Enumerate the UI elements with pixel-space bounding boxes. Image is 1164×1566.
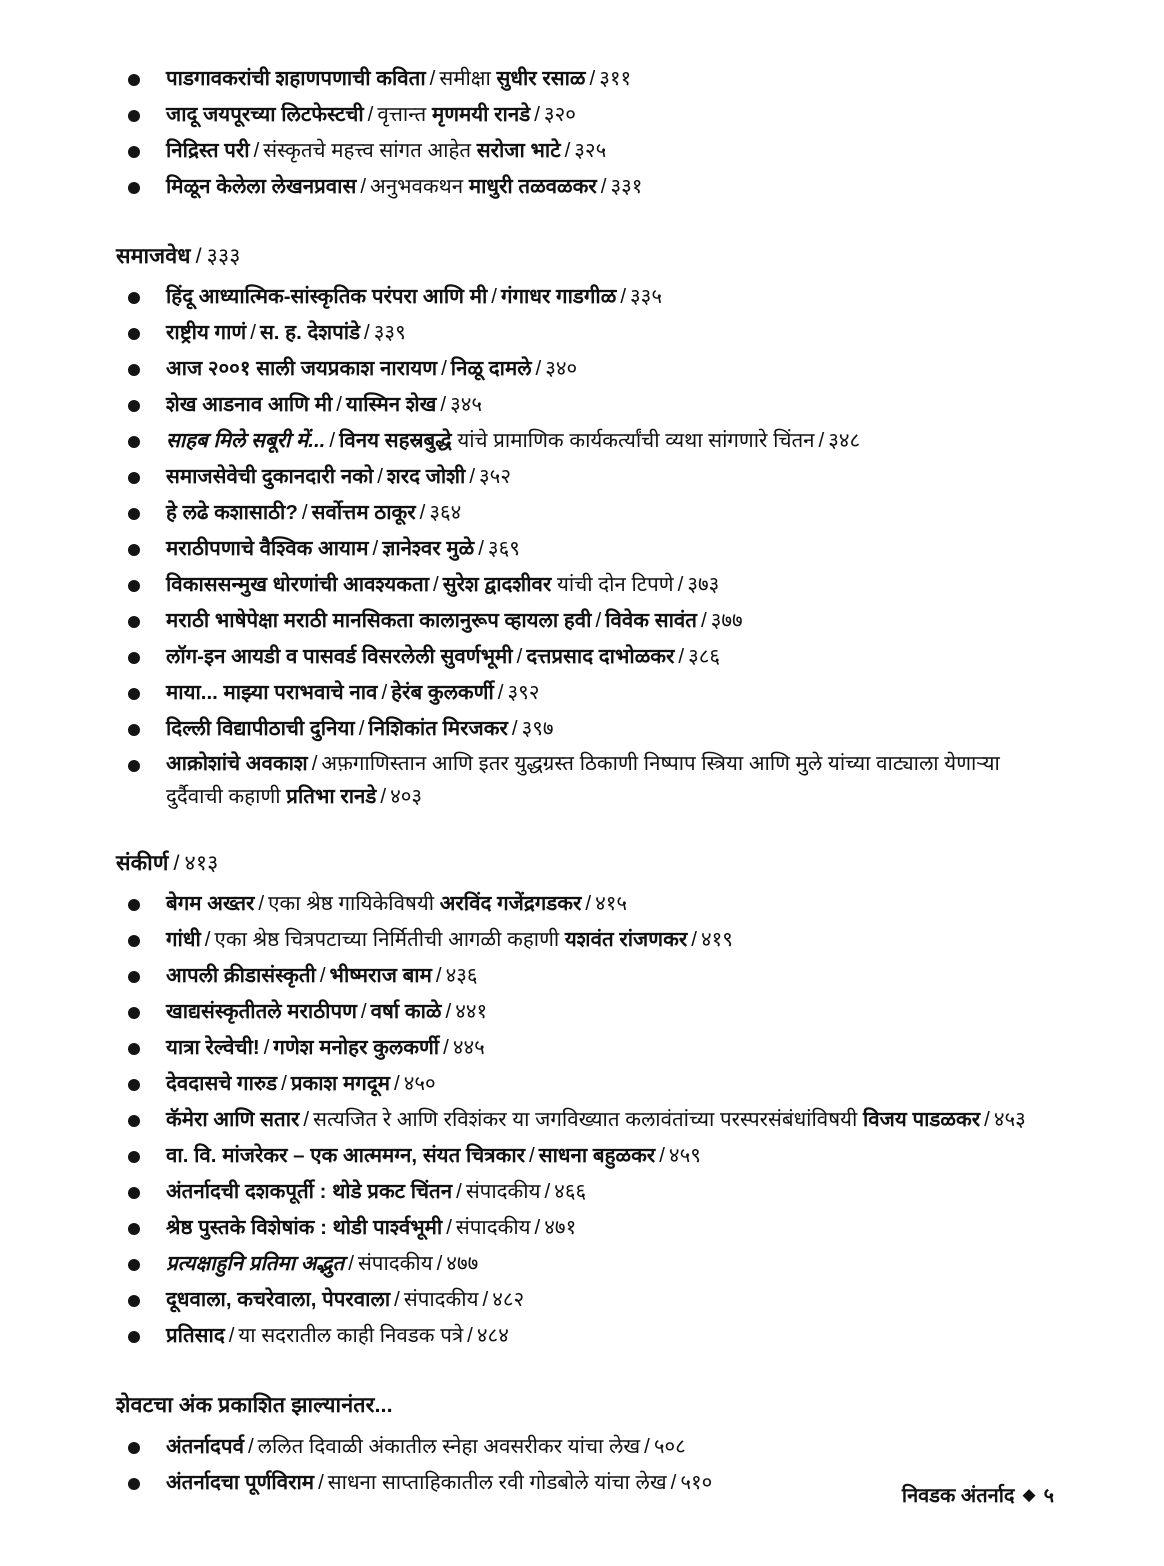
- toc-entry[interactable]: [116, 1139, 1056, 1175]
- toc-entry[interactable]: [116, 887, 1056, 923]
- vertical-spacer: [116, 206, 1056, 240]
- field-separator: /: [535, 357, 542, 381]
- toc-entry-text: [166, 712, 1056, 745]
- entry-descriptor: यांची दोन टिपणे: [557, 573, 674, 597]
- field-separator: /: [281, 1072, 287, 1096]
- bullet-icon: [128, 1295, 140, 1307]
- toc-entry-text: [166, 604, 1056, 637]
- entry-author: संपादकीय: [357, 1252, 433, 1276]
- field-separator: /: [301, 501, 308, 525]
- toc-entry[interactable]: [116, 352, 1056, 388]
- entry-author: भीष्मराज बाम: [329, 964, 432, 988]
- field-separator: /: [456, 1180, 462, 1204]
- field-separator: /: [381, 681, 388, 705]
- entry-page-number: ४१९: [700, 928, 733, 952]
- entry-page-number: ४८२: [492, 1288, 525, 1312]
- toc-entry[interactable]: [116, 1319, 1056, 1355]
- vertical-spacer: [116, 272, 1056, 280]
- bullet-icon: [128, 400, 140, 412]
- bullet-icon: [128, 544, 140, 556]
- field-separator: /: [204, 928, 211, 952]
- toc-entry[interactable]: [116, 1031, 1056, 1067]
- section-heading-label: समाजवेध: [116, 244, 191, 268]
- field-separator: /: [433, 573, 439, 597]
- toc-entry-text: [166, 424, 1056, 457]
- toc-entry[interactable]: [116, 923, 1056, 959]
- bullet-icon: [128, 146, 140, 158]
- field-separator: /: [511, 717, 518, 741]
- entry-page-number: ३३९: [373, 321, 406, 345]
- entry-title: माया... माझ्या पराभवाचे नाव: [166, 681, 378, 705]
- toc-entry[interactable]: [116, 316, 1056, 352]
- field-separator: /: [670, 1470, 677, 1494]
- entry-descriptor: एका श्रेष्ठ चित्रपटाच्या निर्मितीची आगळी कहाणी: [214, 928, 560, 952]
- toc-entry-text: [166, 1319, 1056, 1352]
- entry-page-number: ३८६: [688, 645, 721, 669]
- field-separator: /: [441, 357, 447, 381]
- footer-page-number: ५: [1043, 1485, 1054, 1507]
- toc-entry[interactable]: [116, 676, 1056, 712]
- bullet-icon: [128, 1223, 140, 1235]
- section-heading: [116, 1389, 1056, 1421]
- section-heading: [116, 240, 1056, 272]
- entry-page-number: ३६९: [487, 537, 520, 561]
- bullet-icon: [128, 110, 140, 122]
- entry-page-number: ३११: [599, 67, 632, 90]
- toc-entry[interactable]: [116, 496, 1056, 532]
- entry-title: विकाससन्मुख धोरणांची आवश्यकता: [166, 573, 430, 597]
- toc-entry-text: [166, 1139, 1056, 1172]
- entry-page-number: ३७७: [710, 609, 743, 633]
- entry-descriptor: अफ़गाणिस्तान आणि इतर युद्धग्रस्त ठिकाणी निष्पाप स्त्रिया आणि मुले यांच्या वाट्याला येणाऱ्या दुर्दैवाची कहाणी: [166, 752, 1000, 808]
- entry-author: यास्मिन शेख: [346, 393, 437, 417]
- entry-title: पाडगावकरांची शहाणपणाची कविता: [166, 67, 426, 90]
- entry-descriptor: साधना साप्ताहिकातील रवी गोडबोले यांचा लेख: [327, 1470, 667, 1494]
- toc-entry[interactable]: [116, 134, 1056, 170]
- field-separator: /: [659, 1144, 665, 1168]
- field-separator: /: [497, 681, 504, 705]
- entry-title: बेगम अख्तर: [166, 892, 255, 916]
- field-separator: /: [393, 1072, 400, 1096]
- entry-page-number: ४५०: [403, 1072, 436, 1096]
- table-of-contents: [116, 62, 1056, 1502]
- toc-entry-text: [166, 532, 1056, 565]
- toc-entry-text: [166, 748, 1056, 813]
- field-separator: /: [691, 928, 697, 952]
- section-heading-page: ४१३: [184, 851, 219, 875]
- entry-author: सुधीर रसाळ: [496, 67, 586, 90]
- entry-author: प्रतिभा रानडे: [286, 784, 377, 808]
- field-separator: /: [360, 1000, 367, 1024]
- entry-title: गांधी: [166, 928, 201, 952]
- entry-author: निळू दामले: [450, 357, 532, 381]
- bullet-icon: [128, 292, 140, 304]
- toc-entry[interactable]: [116, 959, 1056, 995]
- field-separator: /: [600, 175, 607, 198]
- toc-entry[interactable]: [116, 388, 1056, 424]
- entry-author: विनय सहस्रबुद्धे: [339, 429, 452, 453]
- field-separator: /: [445, 1000, 452, 1024]
- entry-title: प्रतिसाद: [166, 1324, 225, 1348]
- entry-descriptor: संस्कृतचे महत्त्व सांगत आहेत: [263, 139, 472, 162]
- toc-entry-text: [166, 352, 1056, 385]
- entry-page-number: ४४१: [455, 1000, 488, 1024]
- entry-page-number: ३७३: [687, 573, 720, 597]
- vertical-spacer: [116, 1355, 1056, 1389]
- toc-entry[interactable]: [116, 568, 1056, 604]
- entry-title: दिल्ली विद्यापीठाची दुनिया: [166, 717, 355, 741]
- toc-entry[interactable]: [116, 424, 1056, 460]
- toc-entry[interactable]: [116, 1067, 1056, 1103]
- entry-page-number: ३३५: [630, 285, 662, 309]
- toc-entry-text: [166, 280, 1056, 313]
- entry-descriptor: यांचे प्रामाणिक कार्यकर्त्यांची व्यथा सांगणारे चिंतन: [457, 429, 815, 453]
- entry-author: माधुरी तळवळकर: [468, 175, 597, 198]
- toc-entry-text: [166, 640, 1056, 673]
- entry-title: देवदासचे गारुड: [166, 1072, 278, 1096]
- entry-title: वा. वि. मांजरेकर – एक आत्ममग्न, संयत चित्रकार: [166, 1144, 526, 1168]
- entry-author: संपादकीय: [403, 1288, 479, 1312]
- field-separator: /: [253, 139, 260, 162]
- field-separator: /: [589, 67, 596, 90]
- bullet-icon: [128, 899, 140, 911]
- toc-entry-list: [116, 280, 1056, 813]
- entry-title: मराठी भाषेपेक्षा मराठी मानसिकता कालानुरूप व्हायला हवी: [166, 609, 592, 633]
- field-separator: /: [394, 1288, 400, 1312]
- entry-title: निद्रिस्त परी: [166, 139, 250, 162]
- field-separator: /: [173, 851, 180, 875]
- entry-title: साहब मिले सबूरी में...: [166, 429, 326, 453]
- bullet-icon: [128, 472, 140, 484]
- entry-author: अरविंद गजेंद्रगडकर: [439, 892, 582, 916]
- field-separator: /: [491, 285, 497, 309]
- toc-entry-text: [166, 388, 1056, 421]
- field-separator: /: [372, 537, 379, 561]
- bullet-icon: [128, 364, 140, 376]
- field-separator: /: [469, 465, 476, 489]
- entry-author: यशवंत रांजणकर: [564, 928, 688, 952]
- entry-page-number: ५०८: [653, 1434, 686, 1458]
- toc-entry-text: [166, 923, 1056, 956]
- bullet-icon: [128, 436, 140, 448]
- entry-title: लॉग-इन आयडी व पासवर्ड विसरलेली सुवर्णभूमी: [166, 645, 513, 669]
- entry-descriptor: अनुभवकथन: [370, 175, 464, 198]
- bullet-icon: [128, 935, 140, 947]
- toc-entry-text: [166, 676, 1056, 709]
- entry-author: निशिकांत मिरजकर: [368, 717, 508, 741]
- entry-author: सुरेश द्वादशीवर: [442, 573, 552, 597]
- entry-page-number: ४३६: [445, 964, 478, 988]
- toc-entry-text: [166, 1103, 1056, 1136]
- toc-entry-text: [166, 995, 1056, 1028]
- toc-entry-text: [166, 316, 1056, 349]
- entry-title: शेख आडनाव आणि मी: [166, 393, 333, 417]
- toc-entry[interactable]: [116, 712, 1056, 748]
- bullet-icon: [128, 971, 140, 983]
- bullet-icon: [128, 652, 140, 664]
- field-separator: /: [358, 717, 365, 741]
- toc-entry[interactable]: [116, 640, 1056, 676]
- toc-entry-text: [166, 1430, 1056, 1463]
- diamond-ornament-icon: ◆: [1022, 1485, 1036, 1504]
- toc-entry-text: [166, 568, 1056, 601]
- field-separator: /: [818, 429, 825, 453]
- entry-page-number: ३४८: [828, 429, 861, 453]
- entry-descriptor: या सदरातील काही निवडक पत्रे: [238, 1324, 464, 1348]
- entry-title: अंतर्नादचा पूर्णविराम: [166, 1470, 315, 1494]
- entry-page-number: ३४०: [545, 357, 578, 381]
- entry-page-number: ४४५: [452, 1036, 485, 1060]
- field-separator: /: [336, 393, 342, 417]
- vertical-spacer: [116, 1422, 1056, 1430]
- entry-page-number: ३६४: [429, 501, 462, 525]
- entry-descriptor: ललित दिवाळी अंकातील स्नेहा अवसरीकर यांचा लेख: [257, 1434, 641, 1458]
- field-separator: /: [564, 139, 571, 162]
- entry-title: दूधवाला, कचरेवाला, पेपरवाला: [166, 1288, 391, 1312]
- entry-title: आपली क्रीडासंस्कृती: [166, 964, 316, 988]
- bullet-icon: [128, 508, 140, 520]
- toc-entry-list: [116, 887, 1056, 1355]
- field-separator: /: [620, 285, 627, 309]
- field-separator: /: [435, 964, 442, 988]
- field-separator: /: [544, 1180, 551, 1204]
- toc-entry-text: [166, 1211, 1056, 1244]
- section-heading-label: शेवटचा अंक प्रकाशित झाल्यानंतर...: [116, 1393, 393, 1418]
- bullet-icon: [128, 328, 140, 340]
- toc-entry-text: [166, 1283, 1056, 1316]
- entry-author: संपादकीय: [465, 1180, 541, 1204]
- field-separator: /: [258, 892, 265, 916]
- toc-entry[interactable]: [116, 1175, 1056, 1211]
- footer-title: निवडक अंतर्नाद: [901, 1485, 1015, 1507]
- toc-entry-text: [166, 62, 1056, 95]
- bullet-icon: [128, 74, 140, 86]
- field-separator: /: [678, 645, 685, 669]
- bullet-icon: [128, 724, 140, 736]
- entry-page-number: ४५३: [993, 1108, 1026, 1132]
- section-heading-page: ३३३: [206, 244, 241, 268]
- entry-author: हेरंब कुलकर्णी: [391, 681, 494, 705]
- field-separator: /: [700, 609, 707, 633]
- toc-entry-text: [166, 887, 1056, 920]
- bullet-icon: [128, 1007, 140, 1019]
- toc-entry[interactable]: [116, 995, 1056, 1031]
- entry-title: राष्ट्रीय गाणं: [166, 321, 247, 345]
- field-separator: /: [446, 1216, 452, 1240]
- entry-descriptor: समीक्षा: [439, 67, 491, 90]
- field-separator: /: [984, 1108, 990, 1132]
- entry-page-number: ४०३: [390, 784, 423, 808]
- field-separator: /: [367, 103, 374, 126]
- field-separator: /: [419, 501, 426, 525]
- field-separator: /: [467, 1324, 473, 1348]
- bullet-icon: [128, 182, 140, 194]
- toc-entry-text: [166, 460, 1056, 493]
- entry-page-number: ४६६: [554, 1180, 587, 1204]
- toc-entry[interactable]: [116, 98, 1056, 134]
- toc-entry[interactable]: [116, 1430, 1056, 1466]
- field-separator: /: [380, 784, 387, 808]
- entry-page-number: ५१०: [680, 1470, 713, 1494]
- entry-page-number: ३३१: [610, 175, 643, 198]
- page-footer: [902, 1481, 1054, 1508]
- entry-page-number: ३९७: [521, 717, 554, 741]
- entry-author: वर्षा काळे: [370, 1000, 442, 1024]
- bullet-icon: [128, 580, 140, 592]
- field-separator: /: [478, 537, 484, 561]
- toc-entry[interactable]: [116, 170, 1056, 206]
- vertical-spacer: [116, 879, 1056, 887]
- entry-author: मृणमयी रानडे: [431, 103, 531, 126]
- vertical-spacer: [116, 813, 1056, 847]
- entry-page-number: ४७१: [544, 1216, 577, 1240]
- field-separator: /: [429, 67, 436, 90]
- entry-page-number: ४१५: [595, 892, 628, 916]
- entry-page-number: ३५२: [479, 465, 511, 489]
- toc-entry[interactable]: [116, 1283, 1056, 1319]
- entry-title: हिंदू आध्यात्मिक-सांस्कृतिक परंपरा आणि मी: [166, 285, 488, 309]
- toc-entry[interactable]: [116, 280, 1056, 316]
- bullet-icon: [128, 1259, 140, 1271]
- field-separator: /: [247, 1434, 254, 1458]
- toc-entry-list: [116, 62, 1056, 206]
- toc-entry-text: [166, 1247, 1056, 1280]
- toc-entry[interactable]: [116, 460, 1056, 496]
- entry-title: हे लढे कशासाठी?: [166, 501, 298, 525]
- toc-entry-text: [166, 1031, 1056, 1064]
- bullet-icon: [128, 688, 140, 700]
- toc-entry[interactable]: [116, 1103, 1056, 1139]
- entry-author: प्रकाश मगदूम: [290, 1072, 390, 1096]
- entry-author: गणेश मनोहर कुलकर्णी: [273, 1036, 440, 1060]
- entry-title: आक्रोशांचे अवकाश: [166, 752, 308, 776]
- entry-author: विवेक सावंत: [605, 609, 697, 633]
- field-separator: /: [443, 1036, 449, 1060]
- section-heading: [116, 847, 1056, 879]
- bullet-icon: [128, 1043, 140, 1055]
- bullet-icon: [128, 1442, 140, 1454]
- toc-entry-text: [166, 134, 1056, 167]
- field-separator: /: [303, 1108, 310, 1132]
- field-separator: /: [440, 393, 447, 417]
- entry-title: अंतर्नादची दशकपूर्ती : थोडे प्रकट चिंतन: [166, 1180, 453, 1204]
- field-separator: /: [644, 1434, 650, 1458]
- bullet-icon: [128, 616, 140, 628]
- entry-page-number: ४७७: [446, 1252, 479, 1276]
- entry-page-number: ३२५: [574, 139, 607, 162]
- entry-title: यात्रा रेल्वेची!: [166, 1036, 260, 1060]
- toc-entry-text: [166, 1175, 1056, 1208]
- field-separator: /: [529, 1144, 535, 1168]
- field-separator: /: [516, 645, 523, 669]
- field-separator: /: [595, 609, 602, 633]
- entry-author: ज्ञानेश्वर मुळे: [382, 537, 475, 561]
- bullet-icon: [128, 760, 140, 772]
- field-separator: /: [319, 964, 326, 988]
- toc-entry[interactable]: [116, 1211, 1056, 1247]
- toc-entry[interactable]: [116, 1247, 1056, 1283]
- bullet-icon: [128, 1478, 140, 1490]
- entry-title: श्रेष्ठ पुस्तके विशेषांक : थोडी पार्श्वभूमी: [166, 1216, 443, 1240]
- field-separator: /: [263, 1036, 270, 1060]
- bullet-icon: [128, 1115, 140, 1127]
- toc-entry-text: [166, 98, 1056, 131]
- entry-title: समाजसेवेची दुकानदारी नको: [166, 465, 374, 489]
- field-separator: /: [534, 1216, 541, 1240]
- entry-title: प्रत्यक्षाहुनि प्रतिमा अद्भुत: [166, 1252, 345, 1276]
- entry-title: जादू जयपूरच्या लिटफेस्टची: [166, 103, 364, 126]
- entry-page-number: ४५९: [668, 1144, 701, 1168]
- toc-entry[interactable]: [116, 748, 1056, 813]
- bullet-icon: [128, 1187, 140, 1199]
- toc-entry[interactable]: [116, 62, 1056, 98]
- field-separator: /: [329, 429, 336, 453]
- toc-entry-text: [166, 959, 1056, 992]
- entry-title: मिळून केलेला लेखनप्रवास: [166, 175, 357, 198]
- entry-author: गंगाधर गाडगीळ: [500, 285, 617, 309]
- entry-author: स. ह. देशपांडे: [259, 321, 361, 345]
- toc-entry-text: [166, 170, 1056, 203]
- toc-entry-text: [166, 1067, 1056, 1100]
- bullet-icon: [128, 1331, 140, 1343]
- bullet-icon: [128, 1079, 140, 1091]
- toc-entry-text: [166, 496, 1056, 529]
- entry-author: संपादकीय: [455, 1216, 531, 1240]
- entry-page-number: ३२०: [543, 103, 576, 126]
- entry-descriptor: एका श्रेष्ठ गायिकेविषयी: [268, 892, 435, 916]
- entry-author: सरोजा भाटे: [476, 139, 561, 162]
- field-separator: /: [534, 103, 540, 126]
- entry-descriptor: वृत्तान्त: [377, 103, 427, 126]
- entry-page-number: ३९२: [507, 681, 540, 705]
- field-separator: /: [195, 244, 202, 268]
- field-separator: /: [318, 1470, 324, 1494]
- entry-author: सर्वोत्तम ठाकूर: [311, 501, 416, 525]
- entry-author: विजय पाडळकर: [862, 1108, 981, 1132]
- entry-author: दत्तप्रसाद दाभोळकर: [526, 645, 675, 669]
- entry-page-number: ४८४: [476, 1324, 509, 1348]
- entry-author: साधना बहुळकर: [538, 1144, 656, 1168]
- bullet-icon: [128, 1151, 140, 1163]
- field-separator: /: [377, 465, 383, 489]
- section-heading-label: संकीर्ण: [116, 851, 169, 875]
- field-separator: /: [348, 1252, 354, 1276]
- entry-title: खाद्यसंस्कृतीतले मराठीपण: [166, 1000, 357, 1024]
- field-separator: /: [250, 321, 256, 345]
- entry-author: शरद जोशी: [386, 465, 466, 489]
- entry-title: आज २००१ साली जयप्रकाश नारायण: [166, 357, 438, 381]
- entry-title: अंतर्नादपर्व: [166, 1434, 244, 1458]
- entry-title: मराठीपणाचे वैश्विक आयाम: [166, 537, 369, 561]
- field-separator: /: [482, 1288, 489, 1312]
- field-separator: /: [364, 321, 370, 345]
- field-separator: /: [677, 573, 684, 597]
- field-separator: /: [228, 1324, 235, 1348]
- field-separator: /: [360, 175, 367, 198]
- entry-title: कॅमेरा आणि सतार: [166, 1108, 300, 1132]
- field-separator: /: [585, 892, 592, 916]
- toc-entry[interactable]: [116, 604, 1056, 640]
- entry-descriptor: सत्यजित रे आणि रविशंकर या जगविख्यात कलावंतांच्या परस्परसंबंधांविषयी: [313, 1108, 858, 1132]
- toc-entry[interactable]: [116, 532, 1056, 568]
- field-separator: /: [311, 752, 318, 776]
- entry-page-number: ३४५: [450, 393, 483, 417]
- field-separator: /: [436, 1252, 443, 1276]
